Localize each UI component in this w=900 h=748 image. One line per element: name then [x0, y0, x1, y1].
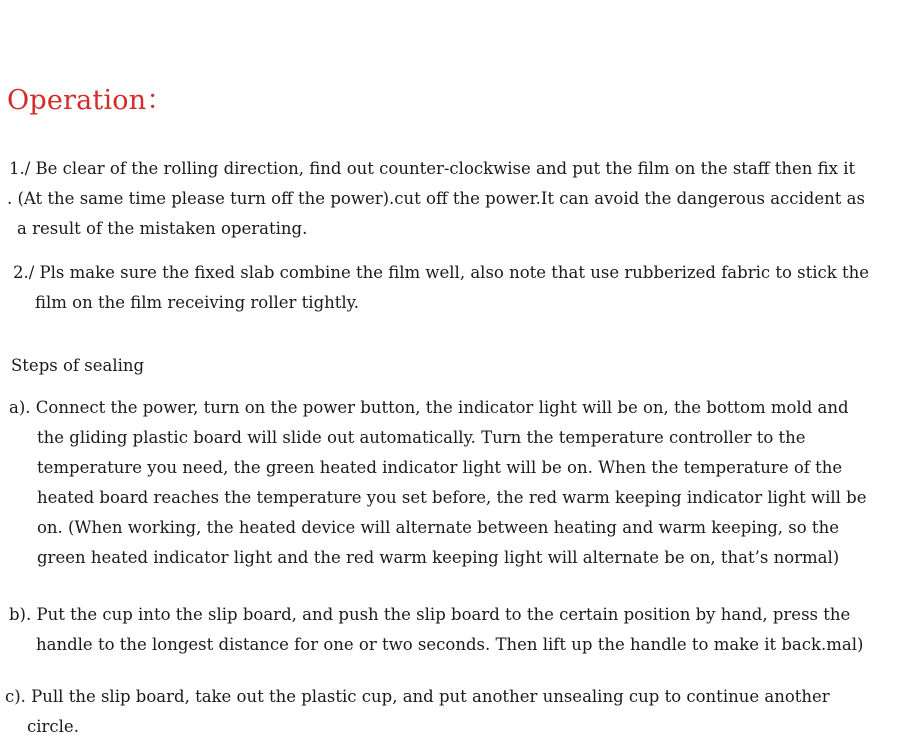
- instruction-1: [9, 154, 865, 244]
- instruction-2-line-2: film on the film receiving roller tightly.: [35, 293, 360, 312]
- step-b-line-1: b). Put the cup into the slip board, and push the slip board to the certain position by hand, press the: [9, 605, 851, 624]
- instruction-2-line-1: 2./ Pls make sure the fixed slab combine the film well, also note that use rubberized fabric to stick the: [13, 263, 870, 282]
- step-c-line-1: c). Pull the slip board, take out the plastic cup, and put another unsealing cup to continue another: [5, 687, 830, 706]
- step-a-line-6: green heated indicator light and the red warm keeping light will alternate be on, that’s normal): [37, 548, 840, 567]
- step-b: [9, 600, 863, 660]
- steps-title: Steps of sealing: [11, 356, 145, 375]
- step-a-line-3: temperature you need, the green heated indicator light will be on. When the temperature of the: [37, 458, 843, 477]
- step-a-line-2: the gliding plastic board will slide out automatically. Turn the temperature controller to the: [37, 428, 806, 447]
- step-c: [5, 682, 830, 742]
- instruction-2: [13, 258, 869, 318]
- step-a-line-5: on. (When working, the heated device will alternate between heating and warm keeping, so the: [37, 518, 839, 537]
- instruction-1-line-1: 1./ Be clear of the rolling direction, find out counter-clockwise and put the film on the staff then fix it: [9, 159, 856, 178]
- step-b-line-2: handle to the longest distance for one or two seconds. Then lift up the handle to make it back.mal): [36, 635, 864, 654]
- step-a: [9, 393, 866, 573]
- step-a-line-4: heated board reaches the temperature you set before, the red warm keeping indicator light will be: [37, 488, 867, 507]
- instruction-1-line-2: . (At the same time please turn off the power).cut off the power.It can avoid the dangerous accident as: [7, 189, 865, 208]
- instruction-1-line-3: a result of the mistaken operating.: [17, 219, 308, 238]
- step-c-line-2: circle.: [27, 717, 79, 736]
- step-a-line-1: a). Connect the power, turn on the power button, the indicator light will be on, the bottom mold and: [9, 398, 849, 417]
- operation-heading: Operation：: [7, 85, 174, 116]
